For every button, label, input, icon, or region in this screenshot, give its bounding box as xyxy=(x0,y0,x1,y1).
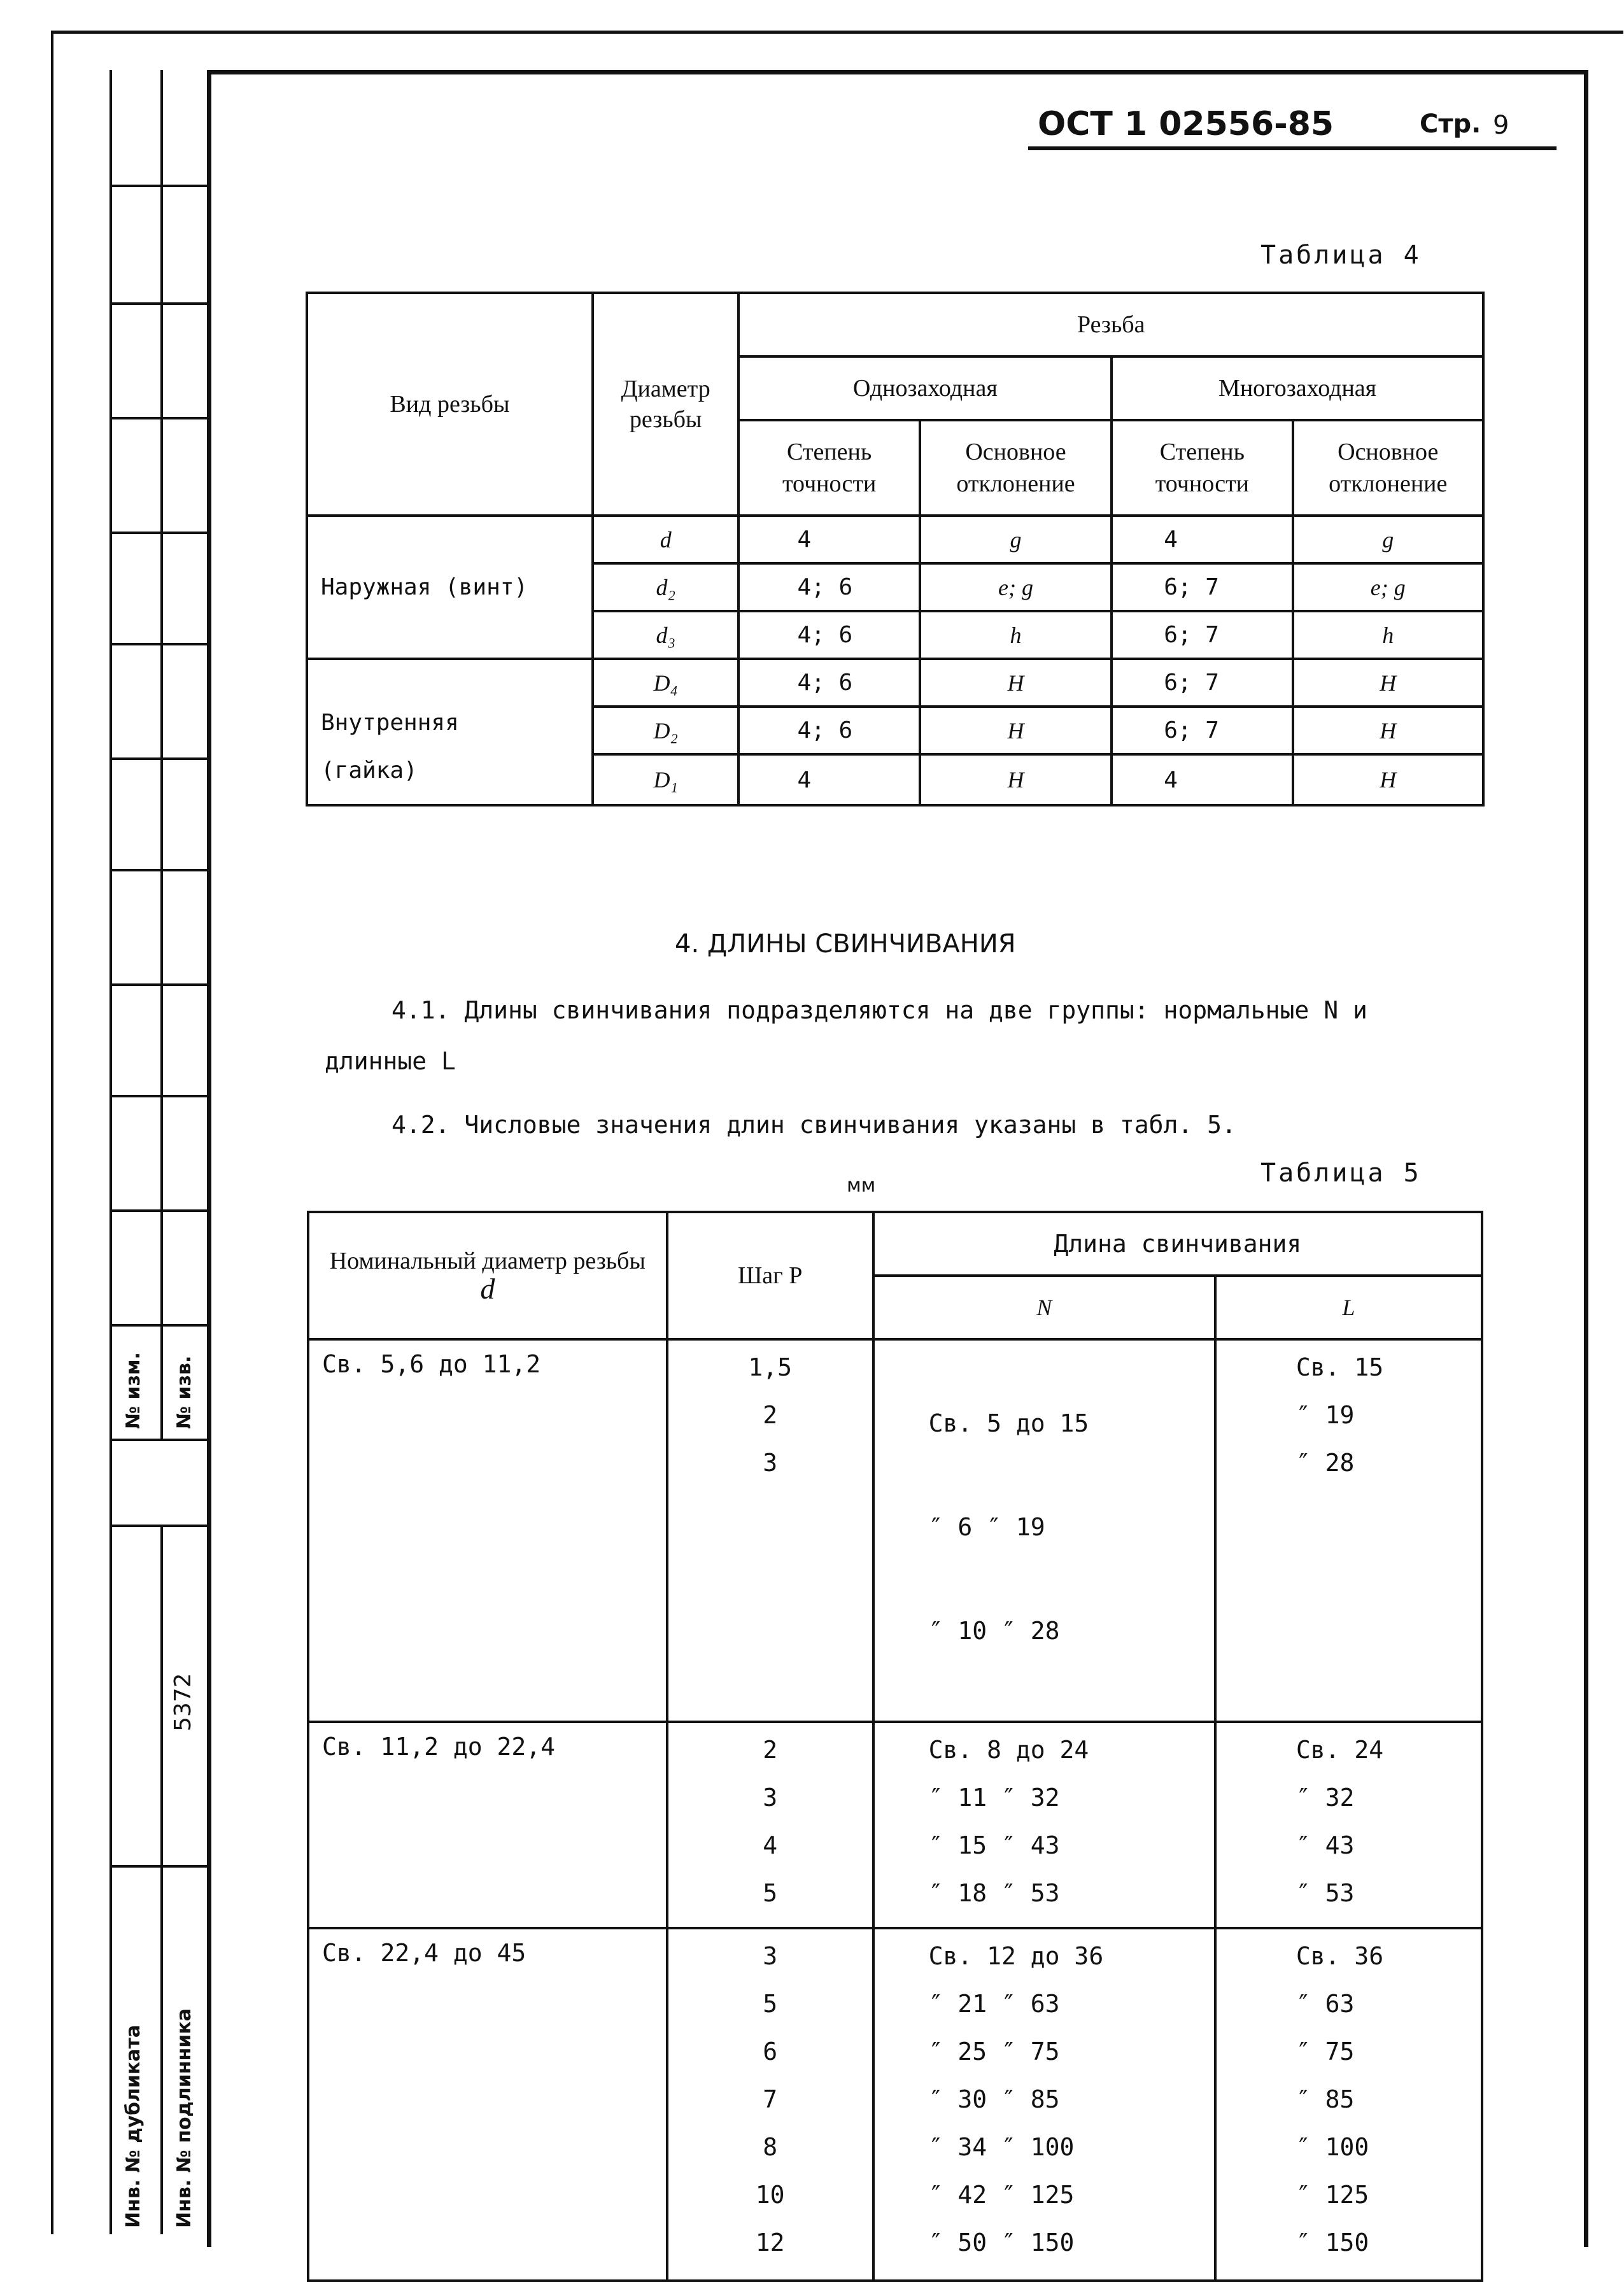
t4-group-inner-line1: Внутренняя xyxy=(321,710,459,736)
t5-header-nominal xyxy=(308,1212,667,1339)
t5-pitch: 2 xyxy=(763,1736,778,1764)
t5-n: ″ 42 ″ 125 xyxy=(928,2181,1075,2209)
t4-diam: d xyxy=(593,516,739,563)
table5-caption: Таблица 5 xyxy=(1260,1159,1422,1188)
t5-header-n: N xyxy=(873,1276,1215,1339)
t5-header-nominal-symbol: d xyxy=(480,1272,495,1305)
t5-pitch: 3 xyxy=(763,1942,778,1970)
page-number: 9 xyxy=(1493,111,1509,140)
t4-diam: d₂ xyxy=(593,563,739,611)
t4-cell: 6; 7 xyxy=(1112,563,1292,611)
t4-header-single: Однозаходная xyxy=(738,356,1112,420)
t5-pitch: 6 xyxy=(763,2038,778,2066)
table5 xyxy=(307,1211,1483,2282)
section-title: 4. ДЛИНЫ СВИНЧИВАНИЯ xyxy=(675,929,1016,959)
t4-cell: 4; 6 xyxy=(738,707,919,754)
t4-diam: d₃ xyxy=(593,611,739,659)
t5-n: Св. 12 до 36 xyxy=(928,1942,1104,1970)
t5-l: ″ 100 xyxy=(1296,2133,1369,2161)
table4-caption: Таблица 4 xyxy=(1260,241,1422,270)
t5-header-l: L xyxy=(1215,1276,1482,1339)
t5-l-col xyxy=(1215,1339,1482,1722)
t5-pitch: 7 xyxy=(763,2085,778,2113)
paragraph-4-1-line2: длинные L xyxy=(325,1047,456,1075)
notice-number-label: № изв. xyxy=(173,1355,195,1429)
t5-pitch: 3 xyxy=(763,1784,778,1812)
t4-header-multi-deviation: Основное отклонение xyxy=(1293,420,1483,516)
duplicate-inv-label: Инв. № дубликата xyxy=(122,2024,145,2228)
t5-header-pitch: Шаг P xyxy=(667,1212,873,1339)
t4-cell: H xyxy=(920,707,1112,754)
t4-cell: e; g xyxy=(920,563,1112,611)
t4-cell: 4 xyxy=(738,516,919,563)
t4-cell: 4 xyxy=(738,754,919,805)
page-label: Стр. xyxy=(1420,109,1481,139)
t4-diam: D₄ xyxy=(593,659,739,707)
t4-group-inner xyxy=(307,659,593,805)
t5-n-col xyxy=(873,1722,1215,1928)
t4-cell: h xyxy=(1293,611,1483,659)
t5-l: ″ 125 xyxy=(1296,2181,1369,2209)
t5-l-col xyxy=(1215,1722,1482,1928)
t5-l: Св. 15 xyxy=(1296,1353,1384,1381)
t5-n: ″ 10 ″ 28 xyxy=(928,1617,1060,1645)
t4-cell: 4; 6 xyxy=(738,659,919,707)
t5-n: Св. 5 до 15 xyxy=(928,1409,1089,1437)
t4-diam: D₂ xyxy=(593,707,739,754)
t4-cell: 6; 7 xyxy=(1112,611,1292,659)
t5-pitch-col xyxy=(667,1928,873,2281)
t5-range: Св. 5,6 до 11,2 xyxy=(308,1339,667,1722)
t4-cell: 6; 7 xyxy=(1112,707,1292,754)
t4-cell: 4 xyxy=(1112,754,1292,805)
change-number-label: № изм. xyxy=(122,1352,145,1429)
t5-header-length: Длина свинчивания xyxy=(873,1212,1482,1276)
t5-n: ″ 30 ″ 85 xyxy=(928,2085,1060,2113)
t5-header-nominal-text: Номинальный диаметр резьбы xyxy=(329,1247,646,1274)
t5-n: ″ 18 ″ 53 xyxy=(928,1879,1060,1907)
t4-group-outer: Наружная (винт) xyxy=(307,516,593,659)
t4-header-type: Вид резьбы xyxy=(307,293,593,516)
t5-n-col xyxy=(873,1928,1215,2281)
t4-cell: H xyxy=(1293,754,1483,805)
t5-l: ″ 19 xyxy=(1296,1401,1355,1429)
t5-pitch: 3 xyxy=(763,1449,778,1477)
t5-pitch: 1,5 xyxy=(748,1353,792,1381)
t5-n: ″ 34 ″ 100 xyxy=(928,2133,1075,2161)
t4-header-multi-grade: Степень точности xyxy=(1112,420,1292,516)
header-rule xyxy=(1028,146,1557,150)
t5-l: ″ 32 xyxy=(1296,1784,1355,1812)
t4-cell: H xyxy=(1293,659,1483,707)
t5-pitch-col xyxy=(667,1722,873,1928)
t4-group-inner-line2: (гайка) xyxy=(321,757,418,784)
paragraph-4-1-line1: 4.1. Длины свинчивания подразделяются на две группы: нормальные N и xyxy=(392,996,1367,1024)
t4-header-multi: Многозаходная xyxy=(1112,356,1483,420)
t5-n: Св. 8 до 24 xyxy=(928,1736,1089,1764)
t5-pitch-col xyxy=(667,1339,873,1722)
t5-l: ″ 53 xyxy=(1296,1879,1355,1907)
paragraph-4-2: 4.2. Числовые значения длин свинчивания указаны в табл. 5. xyxy=(392,1111,1236,1139)
t5-l: Св. 24 xyxy=(1296,1736,1384,1764)
t5-range: Св. 11,2 до 22,4 xyxy=(308,1722,667,1928)
t4-header-diameter: Диаметр резьбы xyxy=(593,293,739,516)
t5-pitch: 2 xyxy=(763,1401,778,1429)
t4-cell: g xyxy=(1293,516,1483,563)
t5-l: ″ 85 xyxy=(1296,2085,1355,2113)
t5-pitch: 8 xyxy=(763,2133,778,2161)
t5-n: ″ 15 ″ 43 xyxy=(928,1831,1060,1859)
inventory-number: 5372 xyxy=(170,1673,196,1731)
t5-range: Св. 22,4 до 45 xyxy=(308,1928,667,2281)
original-inv-label: Инв. № подлинника xyxy=(173,2008,195,2228)
left-border-line xyxy=(51,31,53,2234)
t5-pitch: 4 xyxy=(763,1831,778,1859)
t5-l: Св. 36 xyxy=(1296,1942,1384,1970)
t4-cell: H xyxy=(920,659,1112,707)
t4-cell: e; g xyxy=(1293,563,1483,611)
t4-cell: g xyxy=(920,516,1112,563)
t5-l: ″ 63 xyxy=(1296,1990,1355,2018)
t4-diam: D₁ xyxy=(593,754,739,805)
t5-n: ″ 50 ″ 150 xyxy=(928,2229,1075,2257)
t5-n: ″ 11 ″ 32 xyxy=(928,1784,1060,1812)
t4-cell: h xyxy=(920,611,1112,659)
top-border-line xyxy=(51,31,1623,34)
t5-pitch: 12 xyxy=(755,2229,785,2257)
t5-pitch: 5 xyxy=(763,1879,778,1907)
t4-cell: 4 xyxy=(1112,516,1292,563)
t5-n-col xyxy=(873,1339,1215,1722)
document-code: ОСТ 1 02556-85 xyxy=(1038,105,1334,143)
t5-l: ″ 150 xyxy=(1296,2229,1369,2257)
table4 xyxy=(306,292,1485,806)
t5-pitch: 10 xyxy=(755,2181,785,2209)
t4-cell: H xyxy=(920,754,1112,805)
t4-cell: 6; 7 xyxy=(1112,659,1292,707)
t5-l-col xyxy=(1215,1928,1482,2281)
t4-header-thread: Резьба xyxy=(738,293,1483,356)
t4-header-single-grade: Степень точности xyxy=(738,420,919,516)
t5-pitch: 5 xyxy=(763,1990,778,2018)
t5-n: ″ 6 ″ 19 xyxy=(928,1513,1045,1541)
t4-cell: 4; 6 xyxy=(738,611,919,659)
t4-cell: H xyxy=(1293,707,1483,754)
t4-header-single-deviation: Основное отклонение xyxy=(920,420,1112,516)
table5-unit: мм xyxy=(847,1174,876,1197)
binding-strip xyxy=(109,70,207,2234)
t5-l: ″ 43 xyxy=(1296,1831,1355,1859)
t5-n: ″ 21 ″ 63 xyxy=(928,1990,1060,2018)
t5-n: ″ 25 ″ 75 xyxy=(928,2038,1060,2066)
t4-cell: 4; 6 xyxy=(738,563,919,611)
t5-l: ″ 75 xyxy=(1296,2038,1355,2066)
t5-l: ″ 28 xyxy=(1296,1449,1355,1477)
